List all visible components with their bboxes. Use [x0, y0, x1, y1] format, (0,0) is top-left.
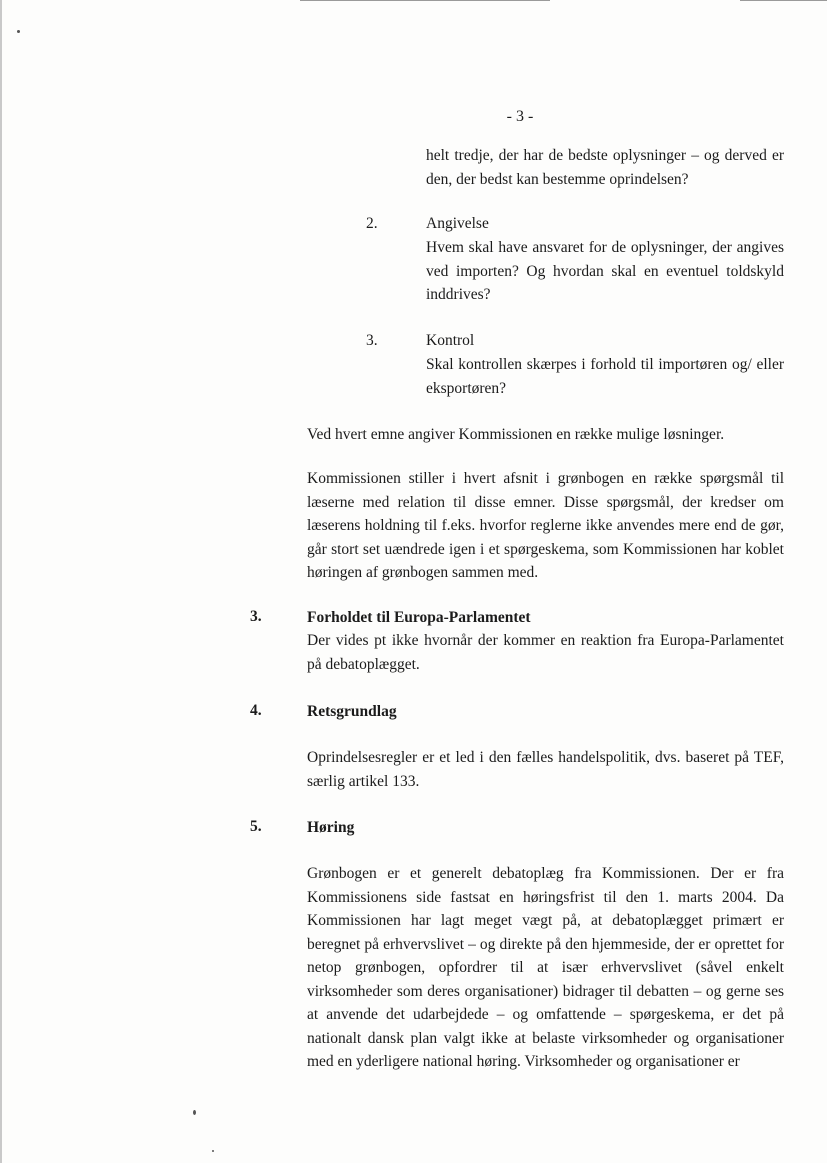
section-number: 4. — [250, 702, 262, 719]
list-item-title: Angivelse — [426, 215, 489, 232]
scan-speck — [212, 1150, 214, 1152]
section-body: Grønbogen er et generelt debatoplæg fra Kommissionen. Der er fra Kommissionens side fastsat en høringsfrist til den 1. marts 2004. Da Kommissionen har lagt meget vægt på, at debatoplægget primært er beregnet på erhvervslivet – og direkte på den hjemmeside, der er oprettet for netop grønbogen, opfordrer til at især erhvervslivet (såvel enkelt virksomheder som deres organisationer) bidrager til debatten – og gerne ses at anvende det udarbejdede – og omfattende – spørgeskema, er det på nationalt dansk plan valgt ikke at belaste virksomheder og organisationer med en yderligere national høring. Virksomheder og organisationer er — [307, 865, 784, 1070]
section-body: Oprindelsesregler er et led i den fælles handelspolitik, dvs. baseret på TEF, særlig artikel 133. — [307, 749, 784, 790]
page-number: - 3 - — [506, 108, 534, 125]
section-number: 3. — [250, 608, 262, 625]
section-heading: Høring — [307, 819, 355, 836]
intro-continuation: helt tredje, der har de bedste oplysninger – og derved er den, der bedst kan bestemme oprindelsen? — [426, 147, 784, 188]
list-item-text: Skal kontrollen skærpes i forhold til importøren og/ eller eksportøren? — [426, 356, 784, 397]
list-item-title: Kontrol — [426, 332, 475, 349]
scan-speck — [193, 1110, 196, 1115]
section-heading: Forholdet til Europa-Parlamentet — [307, 609, 531, 626]
paragraph: Ved hvert emne angiver Kommissionen en række mulige løsninger. — [307, 426, 725, 443]
section-body: Der vides pt ikke hvornår der kommer en reaktion fra Europa-Parlamentet på debatoplægget. — [307, 632, 784, 673]
scan-top-rule — [300, 0, 550, 1]
paragraph: Kommissionen stiller i hvert afsnit i grønbogen en række spørgsmål til læserne med relation til disse emner. Disse spørgsmål, der kredser om læserens holdning til f.eks. hvorfor reglerne ikke anvendes mere end de gør, går stort set uændrede igen i et spørgeskema, som Kommissionen har koblet høringen af grønbogen sammen med. — [307, 470, 784, 581]
section-heading: Retsgrundlag — [307, 703, 397, 720]
section-number: 5. — [250, 818, 262, 835]
list-item-number: 2. — [366, 215, 378, 232]
list-item-text: Hvem skal have ansvaret for de oplysninger, der angives ved importen? Og hvordan skal en eventuel toldskyld inddrives? — [426, 239, 784, 303]
scan-top-rule-right — [740, 0, 827, 1]
list-item-number: 3. — [366, 332, 378, 349]
scan-speck — [17, 30, 20, 33]
scan-left-edge — [0, 0, 2, 1163]
